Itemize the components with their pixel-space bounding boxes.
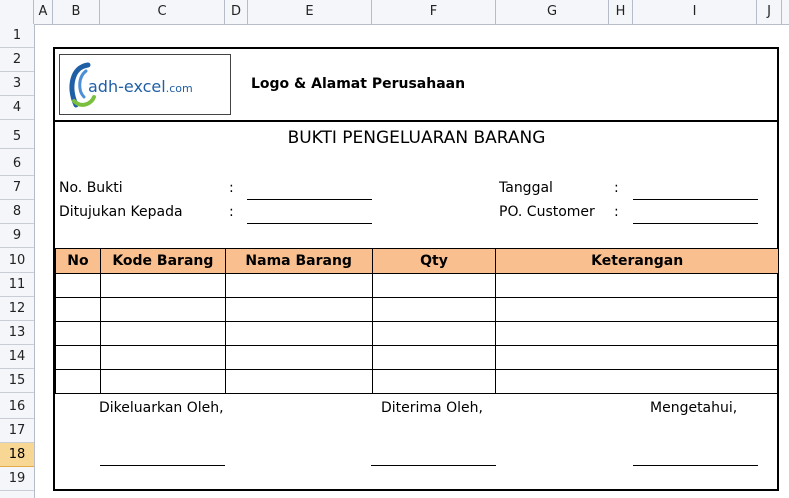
column-header-c[interactable]: C [100, 0, 225, 24]
row-header-bar [0, 24, 35, 498]
row-header-1[interactable]: 1 [0, 24, 34, 48]
cell[interactable] [100, 322, 225, 346]
company-logo [59, 54, 231, 115]
po-customer-label: PO. Customer [499, 204, 595, 220]
cell[interactable] [496, 346, 779, 370]
cell[interactable] [56, 298, 101, 322]
cell[interactable] [225, 298, 372, 322]
items-table [55, 248, 779, 394]
logo-text: adh-excel.com [88, 77, 193, 96]
ditujukan-field[interactable] [247, 223, 372, 224]
table-row [56, 298, 779, 322]
select-all-corner[interactable] [0, 0, 34, 24]
column-header-d[interactable]: D [225, 0, 248, 24]
cell[interactable] [372, 274, 496, 298]
header-kode-barang: Kode Barang [100, 249, 225, 274]
header-no: No [56, 249, 101, 274]
row-header-17[interactable]: 17 [0, 419, 34, 443]
cell[interactable] [56, 370, 101, 394]
cell[interactable] [225, 370, 372, 394]
ditujukan-colon: : [229, 204, 234, 220]
table-row [56, 370, 779, 394]
tanggal-label: Tanggal [499, 180, 553, 196]
cell[interactable] [496, 298, 779, 322]
document-title: BUKTI PENGELUARAN BARANG [287, 128, 546, 148]
row-header-18-selected[interactable]: 18 [0, 443, 34, 467]
row-header-6[interactable]: 6 [0, 152, 34, 176]
row-header-16[interactable]: 16 [0, 395, 34, 419]
header-keterangan: Keterangan [496, 249, 779, 274]
cell[interactable] [225, 274, 372, 298]
row-header-13[interactable]: 13 [0, 321, 34, 345]
header-nama-barang: Nama Barang [225, 249, 372, 274]
dikeluarkan-label: Dikeluarkan Oleh, [99, 400, 224, 416]
row-header-14[interactable]: 14 [0, 345, 34, 369]
company-label: Logo & Alamat Perusahaan [251, 76, 466, 92]
row-header-4[interactable]: 4 [0, 96, 34, 120]
table-row [56, 322, 779, 346]
cell[interactable] [372, 370, 496, 394]
column-header-bar [0, 0, 789, 25]
cell[interactable] [496, 370, 779, 394]
diterima-signature-line[interactable] [371, 465, 496, 466]
column-header-b[interactable]: B [53, 0, 100, 24]
column-header-j[interactable]: J [757, 0, 782, 24]
cell[interactable] [372, 346, 496, 370]
column-header-g[interactable]: G [496, 0, 609, 24]
cell[interactable] [496, 274, 779, 298]
cell[interactable] [56, 274, 101, 298]
header-divider [55, 120, 778, 122]
column-header-i[interactable]: I [633, 0, 757, 24]
cell[interactable] [225, 322, 372, 346]
row-header-8[interactable]: 8 [0, 200, 34, 224]
row-header-7[interactable]: 7 [0, 176, 34, 200]
cell[interactable] [372, 322, 496, 346]
cell[interactable] [225, 346, 372, 370]
cell[interactable] [100, 370, 225, 394]
row-header-19[interactable]: 19 [0, 467, 34, 491]
mengetahui-label: Mengetahui, [650, 400, 738, 416]
diterima-label: Diterima Oleh, [381, 400, 483, 416]
row-header-15[interactable]: 15 [0, 369, 34, 393]
no-bukti-label: No. Bukti [59, 180, 123, 196]
po-customer-colon: : [614, 204, 619, 220]
ditujukan-label: Ditujukan Kepada [59, 204, 183, 220]
tanggal-field[interactable] [633, 199, 758, 200]
row-header-3[interactable]: 3 [0, 72, 34, 96]
tanggal-colon: : [614, 180, 619, 196]
row-header-11[interactable]: 11 [0, 273, 34, 297]
no-bukti-field[interactable] [247, 199, 372, 200]
cell[interactable] [100, 298, 225, 322]
row-header-2[interactable]: 2 [0, 48, 34, 72]
cell[interactable] [496, 322, 779, 346]
mengetahui-signature-line[interactable] [633, 465, 758, 466]
cell[interactable] [56, 346, 101, 370]
dikeluarkan-signature-line[interactable] [100, 465, 225, 466]
cell[interactable] [100, 274, 225, 298]
cell[interactable] [100, 346, 225, 370]
row-header-5[interactable]: 5 [0, 125, 34, 149]
row-header-10[interactable]: 10 [0, 249, 34, 273]
column-header-e[interactable]: E [248, 0, 372, 24]
column-header-h[interactable]: H [609, 0, 633, 24]
row-header-9[interactable]: 9 [0, 224, 34, 248]
table-row [56, 274, 779, 298]
row-header-12[interactable]: 12 [0, 297, 34, 321]
no-bukti-colon: : [229, 180, 234, 196]
table-row [56, 346, 779, 370]
po-customer-field[interactable] [633, 223, 758, 224]
header-qty: Qty [372, 249, 496, 274]
column-header-a[interactable]: A [34, 0, 53, 24]
cell[interactable] [56, 322, 101, 346]
column-header-f[interactable]: F [372, 0, 496, 24]
table-header-row [56, 249, 779, 274]
cell[interactable] [372, 298, 496, 322]
